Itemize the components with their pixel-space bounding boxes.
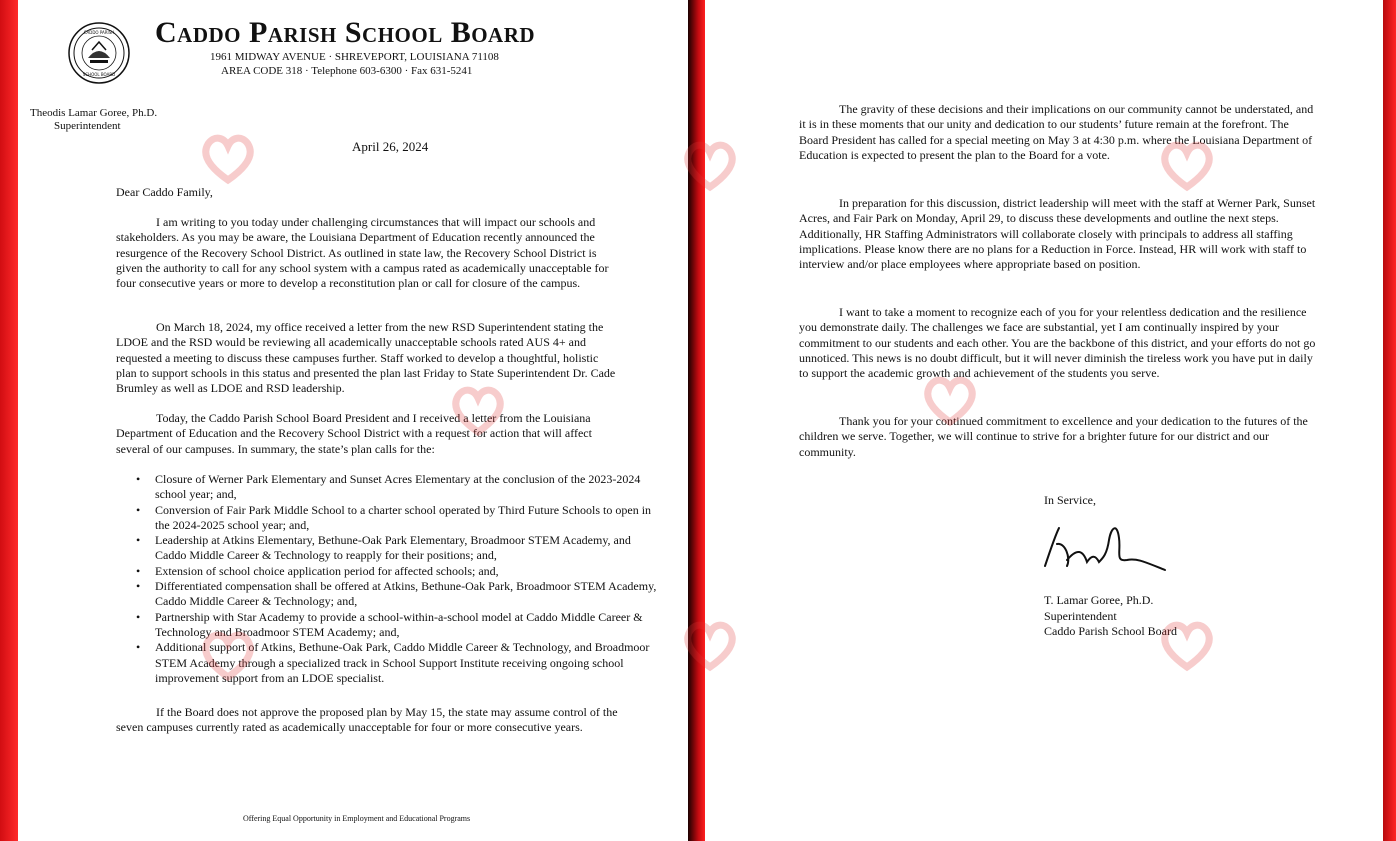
bullet-item: • Extension of school choice application period for affected schools; and,: [155, 564, 662, 579]
closing: In Service,: [1044, 493, 1096, 507]
heart-logo-watermark-icon: [198, 128, 258, 188]
equal-opportunity-footer: Offering Equal Opportunity in Employment and Educational Programs: [243, 814, 471, 823]
letter-date: April 26, 2024: [352, 139, 429, 154]
red-frame-divider: [688, 0, 705, 841]
address-line-1: 1961 MIDWAY AVENUE · SHREVEPORT, LOUISIANA 71108: [210, 51, 499, 63]
paragraph-3: Today, the Caddo Parish School Board President and I received a letter from the Louisiana Department of Education and the Recovery School District with a request for action that will affect several of our campuses. In summary, the state’s plan calls for the:: [116, 411, 592, 456]
paragraph-5: The gravity of these decisions and their implications on our community cannot be understated, and it is in these moments that our unity and dedication to our students’ future remain at the forefront. The Board President has called for a special meeting on May 3 at 4:30 p.m. where the Louisiana Department of Education is expected to present the plan to the Board for a vote.: [799, 102, 1314, 162]
bullet-item: • Partnership with Star Academy to provide a school-within-a-school model at Caddo Middle Career & Technology and Broadmoor STEM Academy; and,: [155, 610, 662, 641]
paragraph-7: I want to take a moment to recognize each of you for your relentless dedication and the resilience you demonstrate daily. The challenges we face are substantial, yet I am continually inspired by your commitment to our students and each other. You are the backbone of this district, and your efforts do not go unnoticed. This news is no doubt difficult, but it will never diminish the tireless work you have put in daily to support the academic growth and achievement of the students you serve.: [799, 305, 1316, 381]
bullet-item: • Differentiated compensation shall be offered at Atkins, Bethune-Oak Park, Broadmoor STEM Academy, Caddo Middle Career & Technology; and,: [155, 579, 662, 610]
superintendent-name: Theodis Lamar Goree, Ph.D.: [30, 107, 158, 119]
salutation: Dear Caddo Family,: [116, 185, 213, 199]
bullet-item: • Additional support of Atkins, Bethune-Oak Park, Caddo Middle Career & Technology, and Broadmoor STEM Academy through a specialized track in School Support Institute receiving ongoing school improvement support from an LDOE specialist.: [155, 640, 662, 686]
plan-bullet-list: [116, 472, 662, 686]
bullet-item: • Closure of Werner Park Elementary and Sunset Acres Elementary at the conclusion of the 2023-2024 school year; and,: [155, 472, 662, 503]
bullet-item: • Conversion of Fair Park Middle School to a charter school operated by Third Future Schools to open in the 2024-2025 school year; and,: [155, 503, 662, 534]
paragraph-2: On March 18, 2024, my office received a letter from the new RSD Superintendent stating the LDOE and the RSD would be reviewing all academically unacceptable schools rated AUS 4+ and requested a meeting to discuss these campuses further. Staff worked to develop a thoughtful, holistic plan to support schools in this status and presented the plan last Friday to State Superintendent Dr. Cade Brumley as well as LDOE and RSD leadership.: [116, 320, 616, 396]
paragraph-4: If the Board does not approve the proposed plan by May 15, the state may assume control of the seven campuses currently rated as academically unacceptable for four or more consecutive years.: [116, 705, 618, 735]
red-frame-right: [1383, 0, 1396, 841]
signer-organization: Caddo Parish School Board: [1044, 624, 1177, 638]
letter-page-1: [18, 0, 688, 841]
address-line-2: AREA CODE 318 · Telephone 603-6300 · Fax 631-5241: [221, 65, 473, 77]
paragraph-1: I am writing to you today under challenging circumstances that will impact our schools and stakeholders. As you may be aware, the Louisiana Department of Education recently announced the resurgence of the Recovery School District. As outlined in state law, the Recovery School District is given the authority to call for any school system with a campus rated as academically unacceptable for four consecutive years or more to develop a reconstitution plan or call for closure of the campus.: [116, 215, 609, 291]
svg-text:SCHOOL BOARD: SCHOOL BOARD: [82, 72, 116, 77]
red-frame-left: [0, 0, 18, 841]
signer-title: Superintendent: [1044, 609, 1117, 623]
letter-page-2: [705, 0, 1383, 841]
superintendent-title: Superintendent: [54, 120, 121, 132]
paragraph-8: Thank you for your continued commitment to excellence and your dedication to the futures of the children we serve. Together, we will continue to strive for a brighter future for our district and our community.: [799, 414, 1308, 459]
svg-text:CADDO PARISH: CADDO PARISH: [83, 30, 115, 35]
handwritten-signature-icon: [1037, 518, 1169, 578]
bullet-item: • Leadership at Atkins Elementary, Bethune-Oak Park Elementary, Broadmoor STEM Academy, and Caddo Middle Career & Technology to reapply for their positions; and,: [155, 533, 662, 564]
school-board-seal-icon: [68, 22, 130, 84]
signer-name: T. Lamar Goree, Ph.D.: [1044, 593, 1154, 607]
paragraph-6: In preparation for this discussion, district leadership will meet with the staff at Werner Park, Sunset Acres, and Fair Park on Monday, April 29, to discuss these developments and outline the next steps. Additionally, HR Staffing Administrators will collaborate closely with principals to address all staffing implications. Please know there are no plans for a Reduction in Force. Instead, HR will work with staff to interview and/or place employees where appropriate based on position.: [799, 196, 1316, 272]
school-board-name: Caddo Parish School Board: [155, 16, 536, 49]
